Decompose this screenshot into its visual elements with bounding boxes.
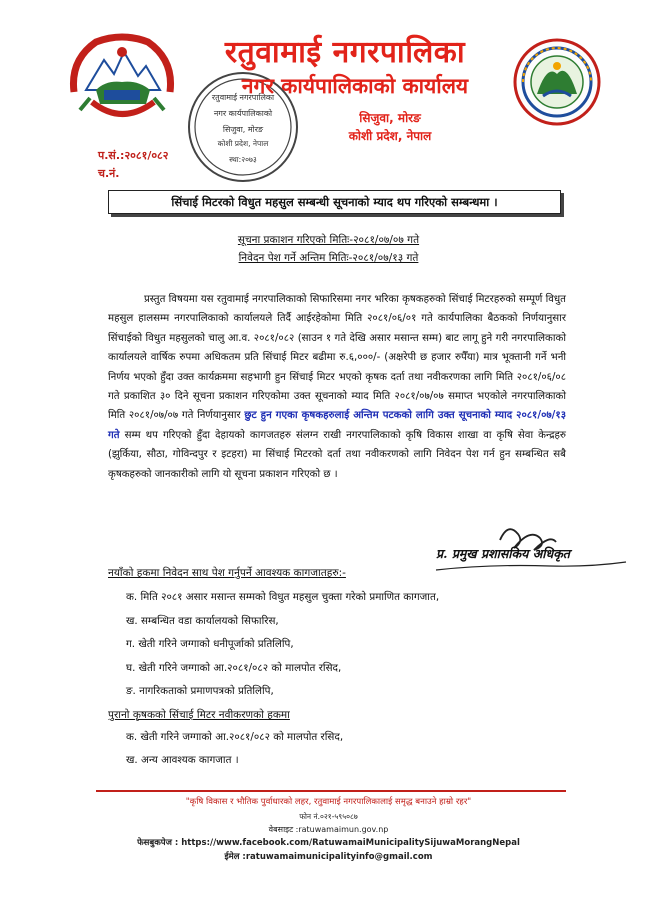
municipality-title: रतुवामाई नगरपालिका <box>224 35 466 70</box>
notice-body-highlight: छुट हुन गएका कृषकहरुलाई अन्तिम पटकको लागि उक्त सूचनाको म्याद २०८१/०७/१३ गते <box>108 410 566 441</box>
footer-website: वेबसाइट :ratuwamaimun.gov.np <box>268 825 389 834</box>
new-docs-list <box>126 588 439 706</box>
list-item: घ. खेती गरिने जग्गाको आ.२०८१/०८२ को मालपोत रसिद, <box>126 661 342 674</box>
notice-body-part-1: प्रस्तुत विषयमा यस रतुवामाई नगरपालिकाको सिफारिसमा नगर भरिका कृषकहरुको सिंचाई मिटरहरुको सम्पूर्ण विधुत महसुल हालसम्म नगरपालिकाको कार्यालयले तिर्दै आईरहेकोमा मिति २०८१/०६/०१ गते कार्यपालिका बैठकको निर्णयानुसार सिंचाईको विधुत महसुलको चालु आ.व. २०८१/०८२ (साउन १ गते देखि असार मसान्त सम्म) बाट लागू हुने गरी नगरपालिकाको कार्यालयले वार्षिक रुपमा अधिकतम प्रति सिंचाई मिटर बढीमा रु.६,०००/- (अक्षरेपी छ हजार रुपैँया) मात्र भूक्तानी गर्ने भनी निर्णय भएको हुँदा उक्त कार्यक्रममा सहभागी हुन सिंचाई मिटर भएको कृषक दर्ता तथा नवीकरणका लागि मिति २०८१/०६/०८ गते प्रकाशित ३० दिने सूचना प्रकाशन गरिएकोमा उक्त सूचनाको म्याद मिति २०८१/०७/०७ समाप्त भएकोले नगरपालिकाको मिति २०८१/०७/०७ गते निर्णयानुसार <box>108 294 566 422</box>
renewal-docs-list <box>126 728 343 774</box>
footer-email: ईमेल :ratuwamaimunicipalityinfo@gmail.com <box>224 852 433 862</box>
footer-facebook: फेसबुकपेज : https://www.facebook.com/RatuwamaiMunicipalitySijuwaMorangNepal <box>137 838 520 848</box>
list-item: ङ. नागरिकताको प्रमाणपत्रको प्रतिलिपि, <box>126 685 274 697</box>
dispatch-number: च.नं. <box>98 167 120 180</box>
new-docs-heading: नयाँको हकमा निवेदन साथ पेश गर्नुपर्ने आवश्यक कागजातहरु:- <box>108 567 346 579</box>
reference-number: प.सं.:२०८१/०८२ <box>98 149 169 162</box>
subject-text: सिंचाई मिटरको विधुत महसुल सम्बन्धी सूचनाको म्याद थप गरिएको सम्बन्धमा । <box>171 194 498 209</box>
footer-slogan: "कृषि विकास र भौतिक पुर्वाधारको लहर, रतुवामाई नगरपालिकालाई समृद्ध बनाउने हाम्रो रहर" <box>185 797 472 807</box>
renewal-docs-heading: पुरानो कृषकको सिंचाई मिटर नवीकरणको हकमा <box>108 709 290 721</box>
footer-divider <box>96 790 566 792</box>
seal-line-3: सिजुवा, मोरङ <box>222 125 264 134</box>
municipality-logo-icon <box>513 38 601 126</box>
seal-line-1: रतुवामाई नगरपालिका <box>211 93 275 102</box>
footer-phone: फोन नं.०२१-५९५०८७ <box>299 812 358 821</box>
seal-line-4: कोशी प्रदेश, नेपाल <box>217 139 269 148</box>
notice-body <box>108 290 566 484</box>
list-item: ग. खेती गरिने जग्गाको धनीपूर्जाको प्रतिलिपि, <box>126 638 294 650</box>
seal-line-5: स्था:२०७३ <box>229 155 257 164</box>
list-item: क. मिति २०८१ असार मसान्त सम्मको विधुत महसुल चुक्ता गरेको प्रमाणित कागजात, <box>126 591 440 603</box>
subject-box <box>108 190 561 214</box>
list-item: क. खेती गरिने जग्गाको आ.२०८१/०८२ को मालपोत रसिद, <box>126 731 344 743</box>
notice-body-part-2: सम्म थप गरिएको हुँदा देहायको कागजतहरु संलग्न राखी नगरपालिकाको कृषि विकास शाखा वा कृषि सेवा केन्द्रहरु (झुर्किया, सौठा, गोविन्दपुर र इटहरा) मा सिंचाई मिटरको दर्ता तथा नवीकरणको लागि निवेदन पेश गर्न हुन सम्बन्धित सबै कृषकहरुको जानकारीको लागि यो सूचना प्रकाशन गरिएको छ । <box>108 429 566 480</box>
deadline-date: निवेदन पेश गर्ने अन्तिम मितिः-२०८१/०७/१३ गते <box>238 252 419 264</box>
seal-line-2: नगर कार्यपालिकाको <box>213 109 273 118</box>
nepal-emblem-icon <box>66 30 178 130</box>
list-item: ख. अन्य आवश्यक कागजात । <box>126 754 239 766</box>
publication-date: सूचना प्रकाशन गरिएको मितिः-२०८१/०७/०७ गते <box>237 234 420 246</box>
address-line-1: सिजुवा, मोरङ <box>359 111 421 125</box>
address-line-2: कोशी प्रदेश, नेपाल <box>348 129 432 143</box>
signatory-title: प्र. प्रमुख प्रशासकिय अधिकृत <box>436 546 570 561</box>
office-subtitle: नगर कार्यपालिकाको कार्यालय <box>241 74 469 98</box>
list-item: ख. सम्बन्धित वडा कार्यालयको सिफारिस, <box>126 614 279 627</box>
